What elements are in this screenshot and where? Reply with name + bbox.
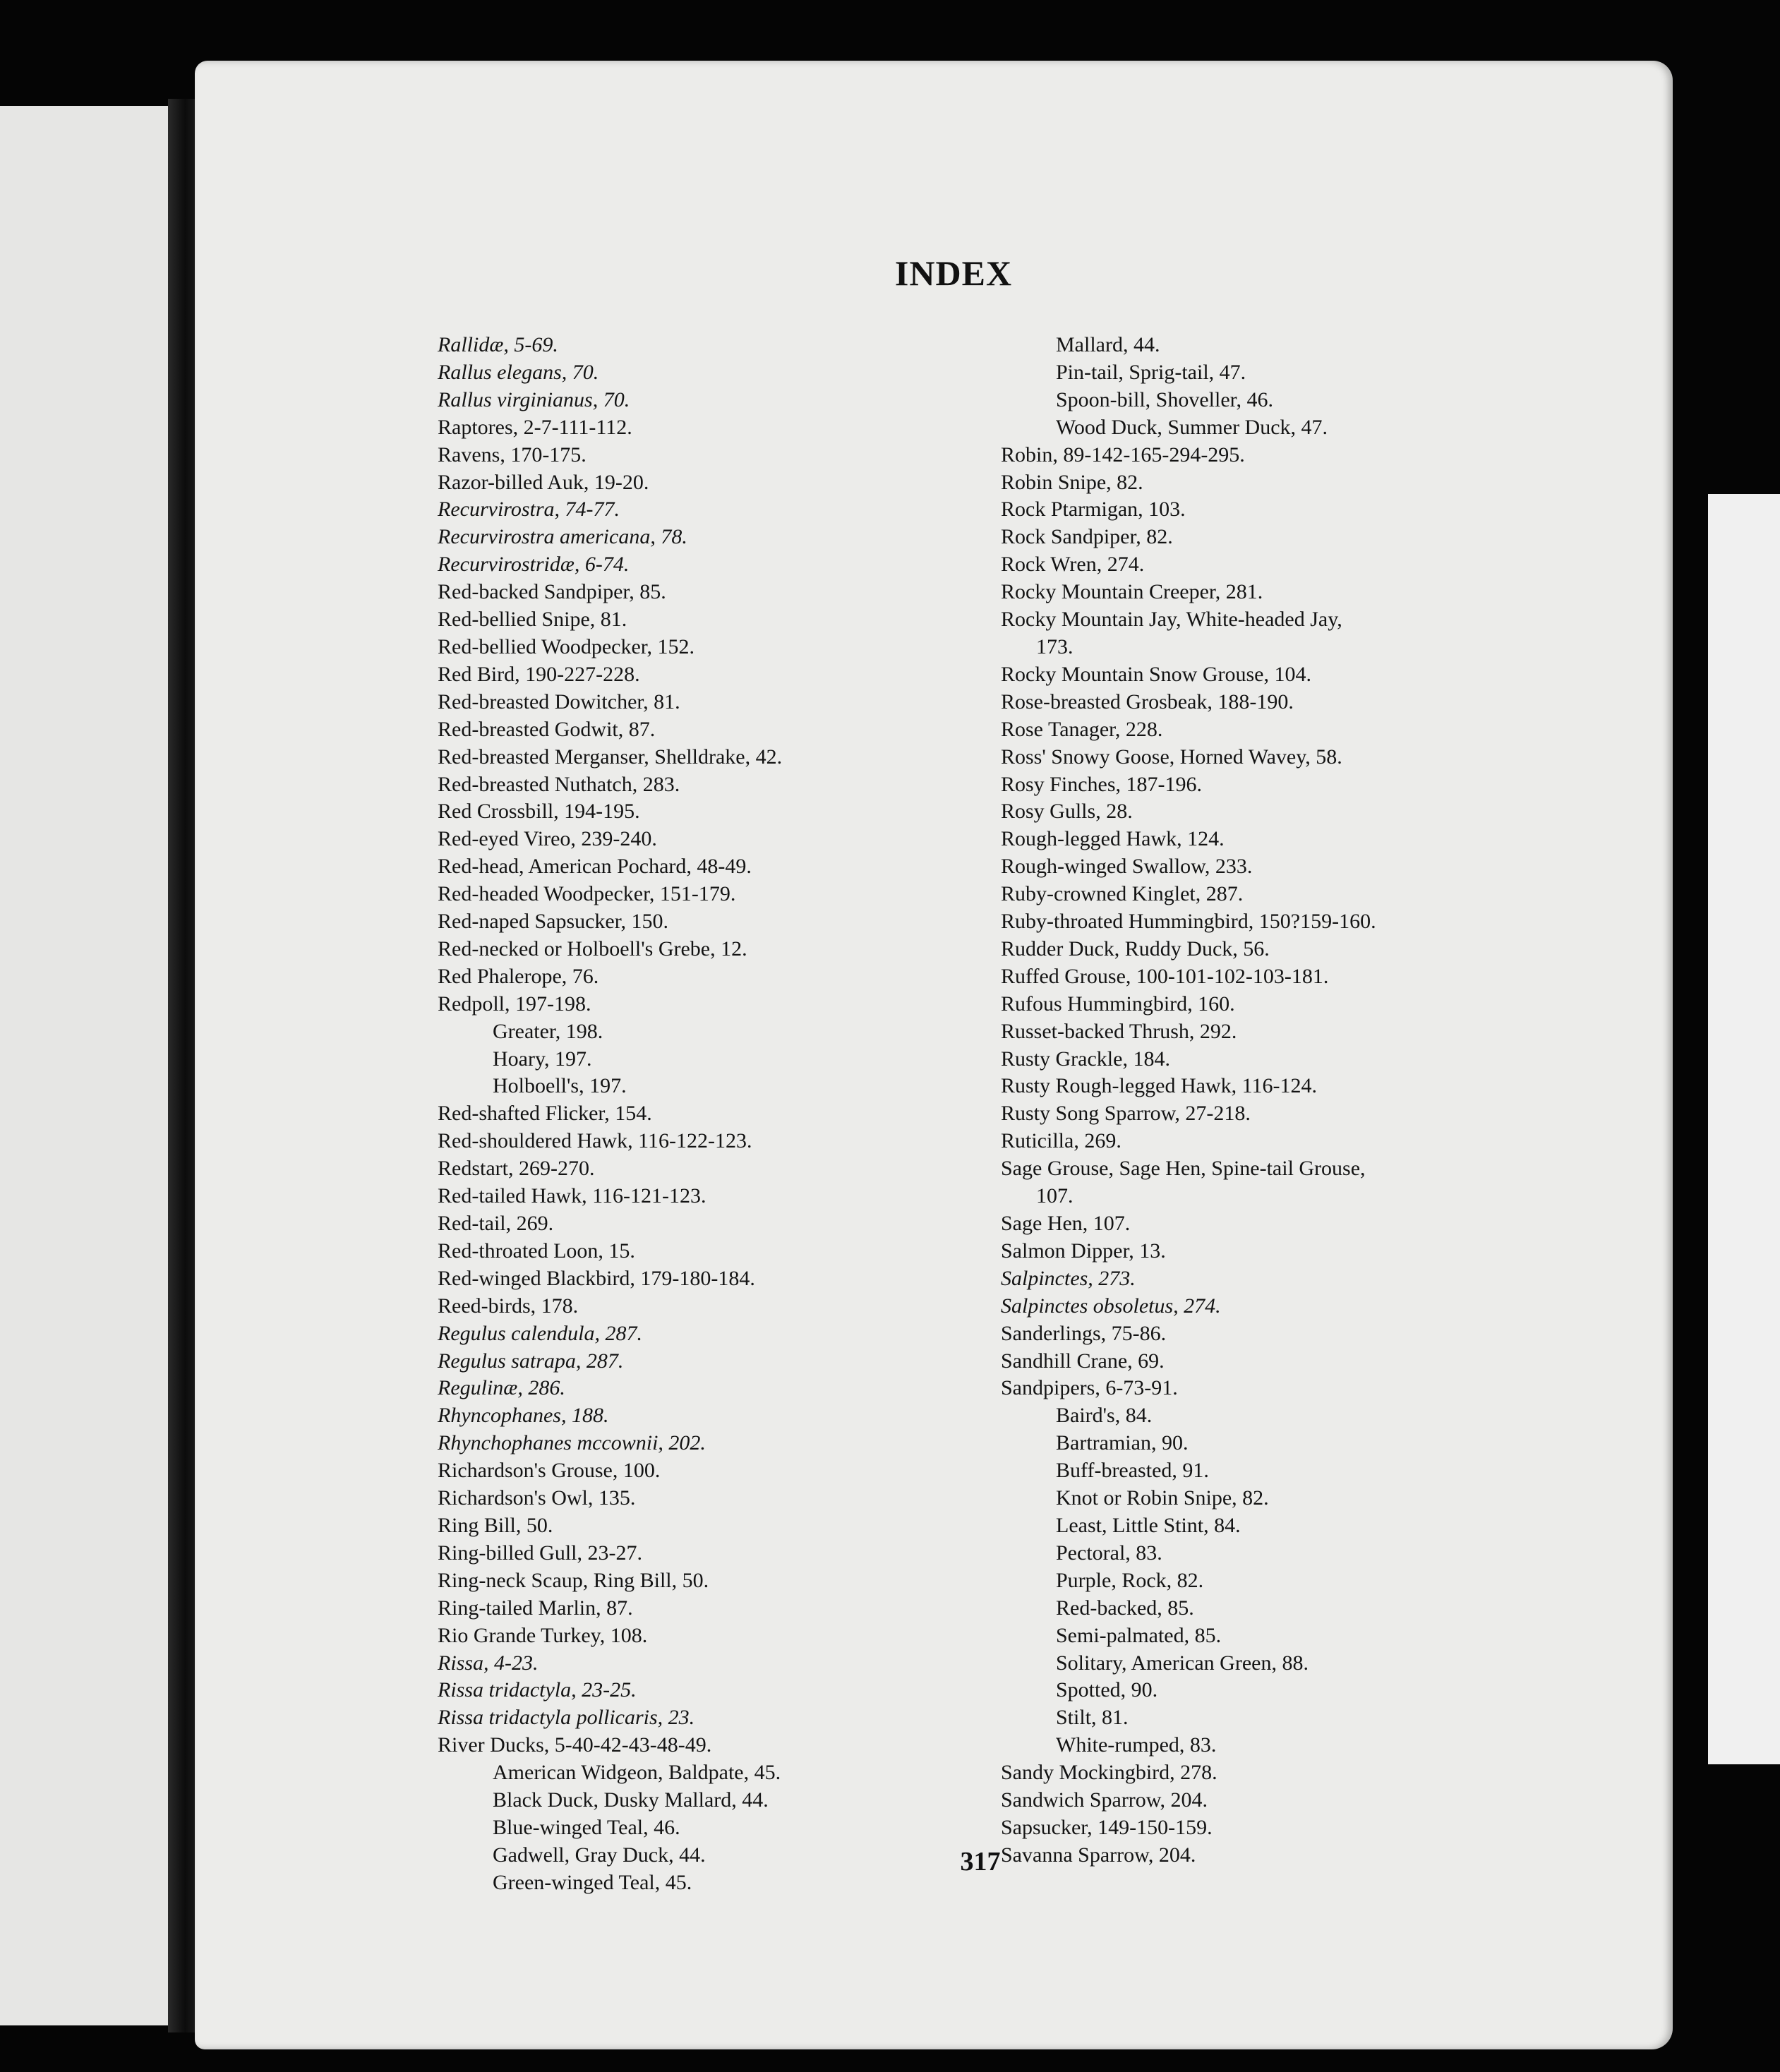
index-entry: Buff-breasted, 91. (1056, 1459, 1209, 1483)
index-entry: Rusty Song Sparrow, 27-218. (1001, 1102, 1251, 1126)
index-entry: Sanderlings, 75-86. (1001, 1321, 1167, 1345)
index-entry: Red-necked or Holboell's Grebe, 12. (438, 936, 747, 960)
index-entry: Red-breasted Merganser, Shelldrake, 42. (438, 745, 783, 769)
index-entry: Recurvirostra americana, 78. (438, 525, 687, 549)
index-entry: Rufous Hummingbird, 160. (1001, 992, 1235, 1016)
index-entry: Rocky Mountain Creeper, 281. (1001, 580, 1263, 604)
index-entry: Salpinctes obsoletus, 274. (1001, 1294, 1221, 1318)
index-entry: Solitary, American Green, 88. (1056, 1651, 1309, 1675)
index-entry: Rusty Grackle, 184. (1001, 1047, 1170, 1071)
index-entry: Rhynchophanes mccownii, 202. (438, 1431, 706, 1455)
index-entry: Rocky Mountain Snow Grouse, 104. (1001, 662, 1311, 686)
index-entry: 173. (1036, 634, 1074, 658)
index-entry: Rocky Mountain Jay, White-headed Jay, (1001, 608, 1342, 632)
index-entry: Sandhill Crane, 69. (1001, 1349, 1165, 1373)
index-entry: Ross' Snowy Goose, Horned Wavey, 58. (1001, 745, 1342, 769)
index-entry: Red-backed, 85. (1056, 1596, 1194, 1620)
index-entry: Rudder Duck, Ruddy Duck, 56. (1001, 936, 1270, 960)
index-entry: Least, Little Stint, 84. (1056, 1513, 1241, 1537)
index-entry: Sandwich Sparrow, 204. (1001, 1788, 1208, 1812)
index-entry: Savanna Sparrow, 204. (1001, 1843, 1196, 1867)
index-entry: Rosy Finches, 187-196. (1001, 772, 1202, 796)
index-entry: Red-eyed Vireo, 239-240. (438, 827, 657, 851)
index-entry: River Ducks, 5-40-42-43-48-49. (438, 1733, 712, 1757)
index-entry: Red-shafted Flicker, 154. (438, 1102, 652, 1126)
index-entry: Ring-neck Scaup, Ring Bill, 50. (438, 1568, 709, 1592)
index-entry: Redpoll, 197-198. (438, 992, 591, 1016)
index-entry: Red-head, American Pochard, 48-49. (438, 855, 752, 879)
index-entry: Hoary, 197. (493, 1047, 592, 1071)
index-entry: Regulinæ, 286. (438, 1376, 565, 1400)
index-entry: Rose-breasted Grosbeak, 188-190. (1001, 689, 1294, 713)
book-gutter (168, 99, 196, 2032)
index-entry: Rallidæ, 5-69. (438, 333, 558, 356)
index-entry: Red-shouldered Hawk, 116-122-123. (438, 1129, 752, 1153)
index-entry: Spoon-bill, Shoveller, 46. (1056, 387, 1273, 411)
index-entry: Rosy Gulls, 28. (1001, 800, 1133, 824)
index-entry: Ruby-throated Hummingbird, 150?159-160. (1001, 910, 1376, 934)
background-strip (1708, 494, 1780, 1764)
index-entry: Ring Bill, 50. (438, 1513, 553, 1537)
index-entry: Rallus virginianus, 70. (438, 387, 630, 411)
index-entry: Rissa tridactyla, 23-25. (438, 1678, 637, 1702)
index-entry: Sage Hen, 107. (1001, 1212, 1131, 1235)
index-entry: Razor-billed Auk, 19-20. (438, 470, 649, 494)
index-entry: Richardson's Grouse, 100. (438, 1459, 661, 1483)
index-entry: Russet-backed Thrush, 292. (1001, 1019, 1237, 1043)
index-entry: Red-breasted Dowitcher, 81. (438, 689, 680, 713)
index-entry: Raptores, 2-7-111-112. (438, 415, 632, 439)
index-entry: Red-breasted Nuthatch, 283. (438, 772, 680, 796)
index-entry: Robin, 89-142-165-294-295. (1001, 442, 1245, 466)
index-entry: Bartramian, 90. (1056, 1431, 1189, 1455)
index-entry: Rallus elegans, 70. (438, 360, 599, 384)
index-entry: Rissa, 4-23. (438, 1651, 539, 1675)
index-entry: Red Bird, 190-227-228. (438, 662, 640, 686)
index-column-right (1001, 332, 1544, 1869)
index-entry: Wood Duck, Summer Duck, 47. (1056, 415, 1328, 439)
index-entry: Semi-palmated, 85. (1056, 1623, 1222, 1647)
index-entry: Sage Grouse, Sage Hen, Spine-tail Grouse, (1001, 1157, 1366, 1181)
page-number: 317 (960, 1847, 1001, 1877)
index-entry: Red-headed Woodpecker, 151-179. (438, 882, 736, 906)
index-entry: White-rumped, 83. (1056, 1733, 1217, 1757)
index-entry: Red Phalerope, 76. (438, 964, 599, 988)
index-entry: Red-backed Sandpiper, 85. (438, 580, 666, 604)
index-entry: Robin Snipe, 82. (1001, 470, 1143, 494)
index-entry: Baird's, 84. (1056, 1404, 1153, 1428)
index-entry: Ruticilla, 269. (1001, 1129, 1121, 1153)
index-entry: Red-bellied Woodpecker, 152. (438, 634, 695, 658)
index-entry: Recurvirostra, 74-77. (438, 498, 620, 522)
index-entry: Redstart, 269-270. (438, 1157, 595, 1181)
index-entry: Sandpipers, 6-73-91. (1001, 1376, 1178, 1400)
index-entry: Red-breasted Godwit, 87. (438, 717, 656, 741)
index-entry: Salmon Dipper, 13. (1001, 1239, 1166, 1263)
index-entry: Sandy Mockingbird, 278. (1001, 1761, 1217, 1785)
page-title: INDEX (894, 253, 1013, 293)
index-entry: Pectoral, 83. (1056, 1541, 1162, 1565)
index-entry: Ravens, 170-175. (438, 442, 587, 466)
index-entry: Red Crossbill, 194-195. (438, 800, 640, 824)
index-entry: Regulus calendula, 287. (438, 1321, 642, 1345)
index-entry: Rough-winged Swallow, 233. (1001, 855, 1253, 879)
index-entry: Red-tail, 269. (438, 1212, 554, 1235)
index-entry: Knot or Robin Snipe, 82. (1056, 1486, 1269, 1510)
index-entry: Ring-tailed Marlin, 87. (438, 1596, 633, 1620)
index-entry: Spotted, 90. (1056, 1678, 1158, 1702)
index-entry: Richardson's Owl, 135. (438, 1486, 636, 1510)
index-entry: Pin-tail, Sprig-tail, 47. (1056, 360, 1246, 384)
facing-page-edge (0, 106, 168, 2025)
index-entry: 107. (1036, 1184, 1074, 1208)
index-entry: Rose Tanager, 228. (1001, 717, 1163, 741)
index-entry: Red-tailed Hawk, 116-121-123. (438, 1184, 706, 1208)
index-entry: Rough-legged Hawk, 124. (1001, 827, 1225, 851)
index-entry: Rusty Rough-legged Hawk, 116-124. (1001, 1074, 1318, 1098)
index-entry: Green-winged Teal, 45. (493, 1870, 692, 1894)
index-entry: Red-winged Blackbird, 179-180-184. (438, 1266, 755, 1290)
index-entry: Recurvirostridæ, 6-74. (438, 553, 630, 577)
index-entry: Black Duck, Dusky Mallard, 44. (493, 1788, 769, 1812)
index-entry: Red-bellied Snipe, 81. (438, 608, 627, 632)
index-entry: Purple, Rock, 82. (1056, 1568, 1204, 1592)
index-entry: Rio Grande Turkey, 108. (438, 1623, 648, 1647)
index-entry: Greater, 198. (493, 1019, 603, 1043)
index-entry: Ring-billed Gull, 23-27. (438, 1541, 642, 1565)
index-entry: Rock Ptarmigan, 103. (1001, 498, 1186, 522)
index-entry: Stilt, 81. (1056, 1706, 1129, 1730)
index-entry: Reed-birds, 178. (438, 1294, 579, 1318)
index-entry: Salpinctes, 273. (1001, 1266, 1136, 1290)
index-entry: Ruby-crowned Kinglet, 287. (1001, 882, 1244, 906)
index-entry: Rock Wren, 274. (1001, 553, 1145, 577)
index-entry: Red-throated Loon, 15. (438, 1239, 635, 1263)
index-entry: American Widgeon, Baldpate, 45. (493, 1761, 781, 1785)
index-entry: Rissa tridactyla pollicaris, 23. (438, 1706, 695, 1730)
index-entry: Mallard, 44. (1056, 333, 1160, 356)
index-entry: Rhyncophanes, 188. (438, 1404, 609, 1428)
index-entry: Ruffed Grouse, 100-101-102-103-181. (1001, 964, 1329, 988)
index-entry: Rock Sandpiper, 82. (1001, 525, 1173, 549)
index-entry: Holboell's, 197. (493, 1074, 627, 1098)
index-entry: Regulus satrapa, 287. (438, 1349, 624, 1373)
index-entry: Gadwell, Gray Duck, 44. (493, 1843, 706, 1867)
index-entry: Blue-winged Teal, 46. (493, 1815, 680, 1839)
index-entry: Sapsucker, 149-150-159. (1001, 1815, 1213, 1839)
index-entry: Red-naped Sapsucker, 150. (438, 910, 669, 934)
index-column-left (438, 332, 974, 1897)
